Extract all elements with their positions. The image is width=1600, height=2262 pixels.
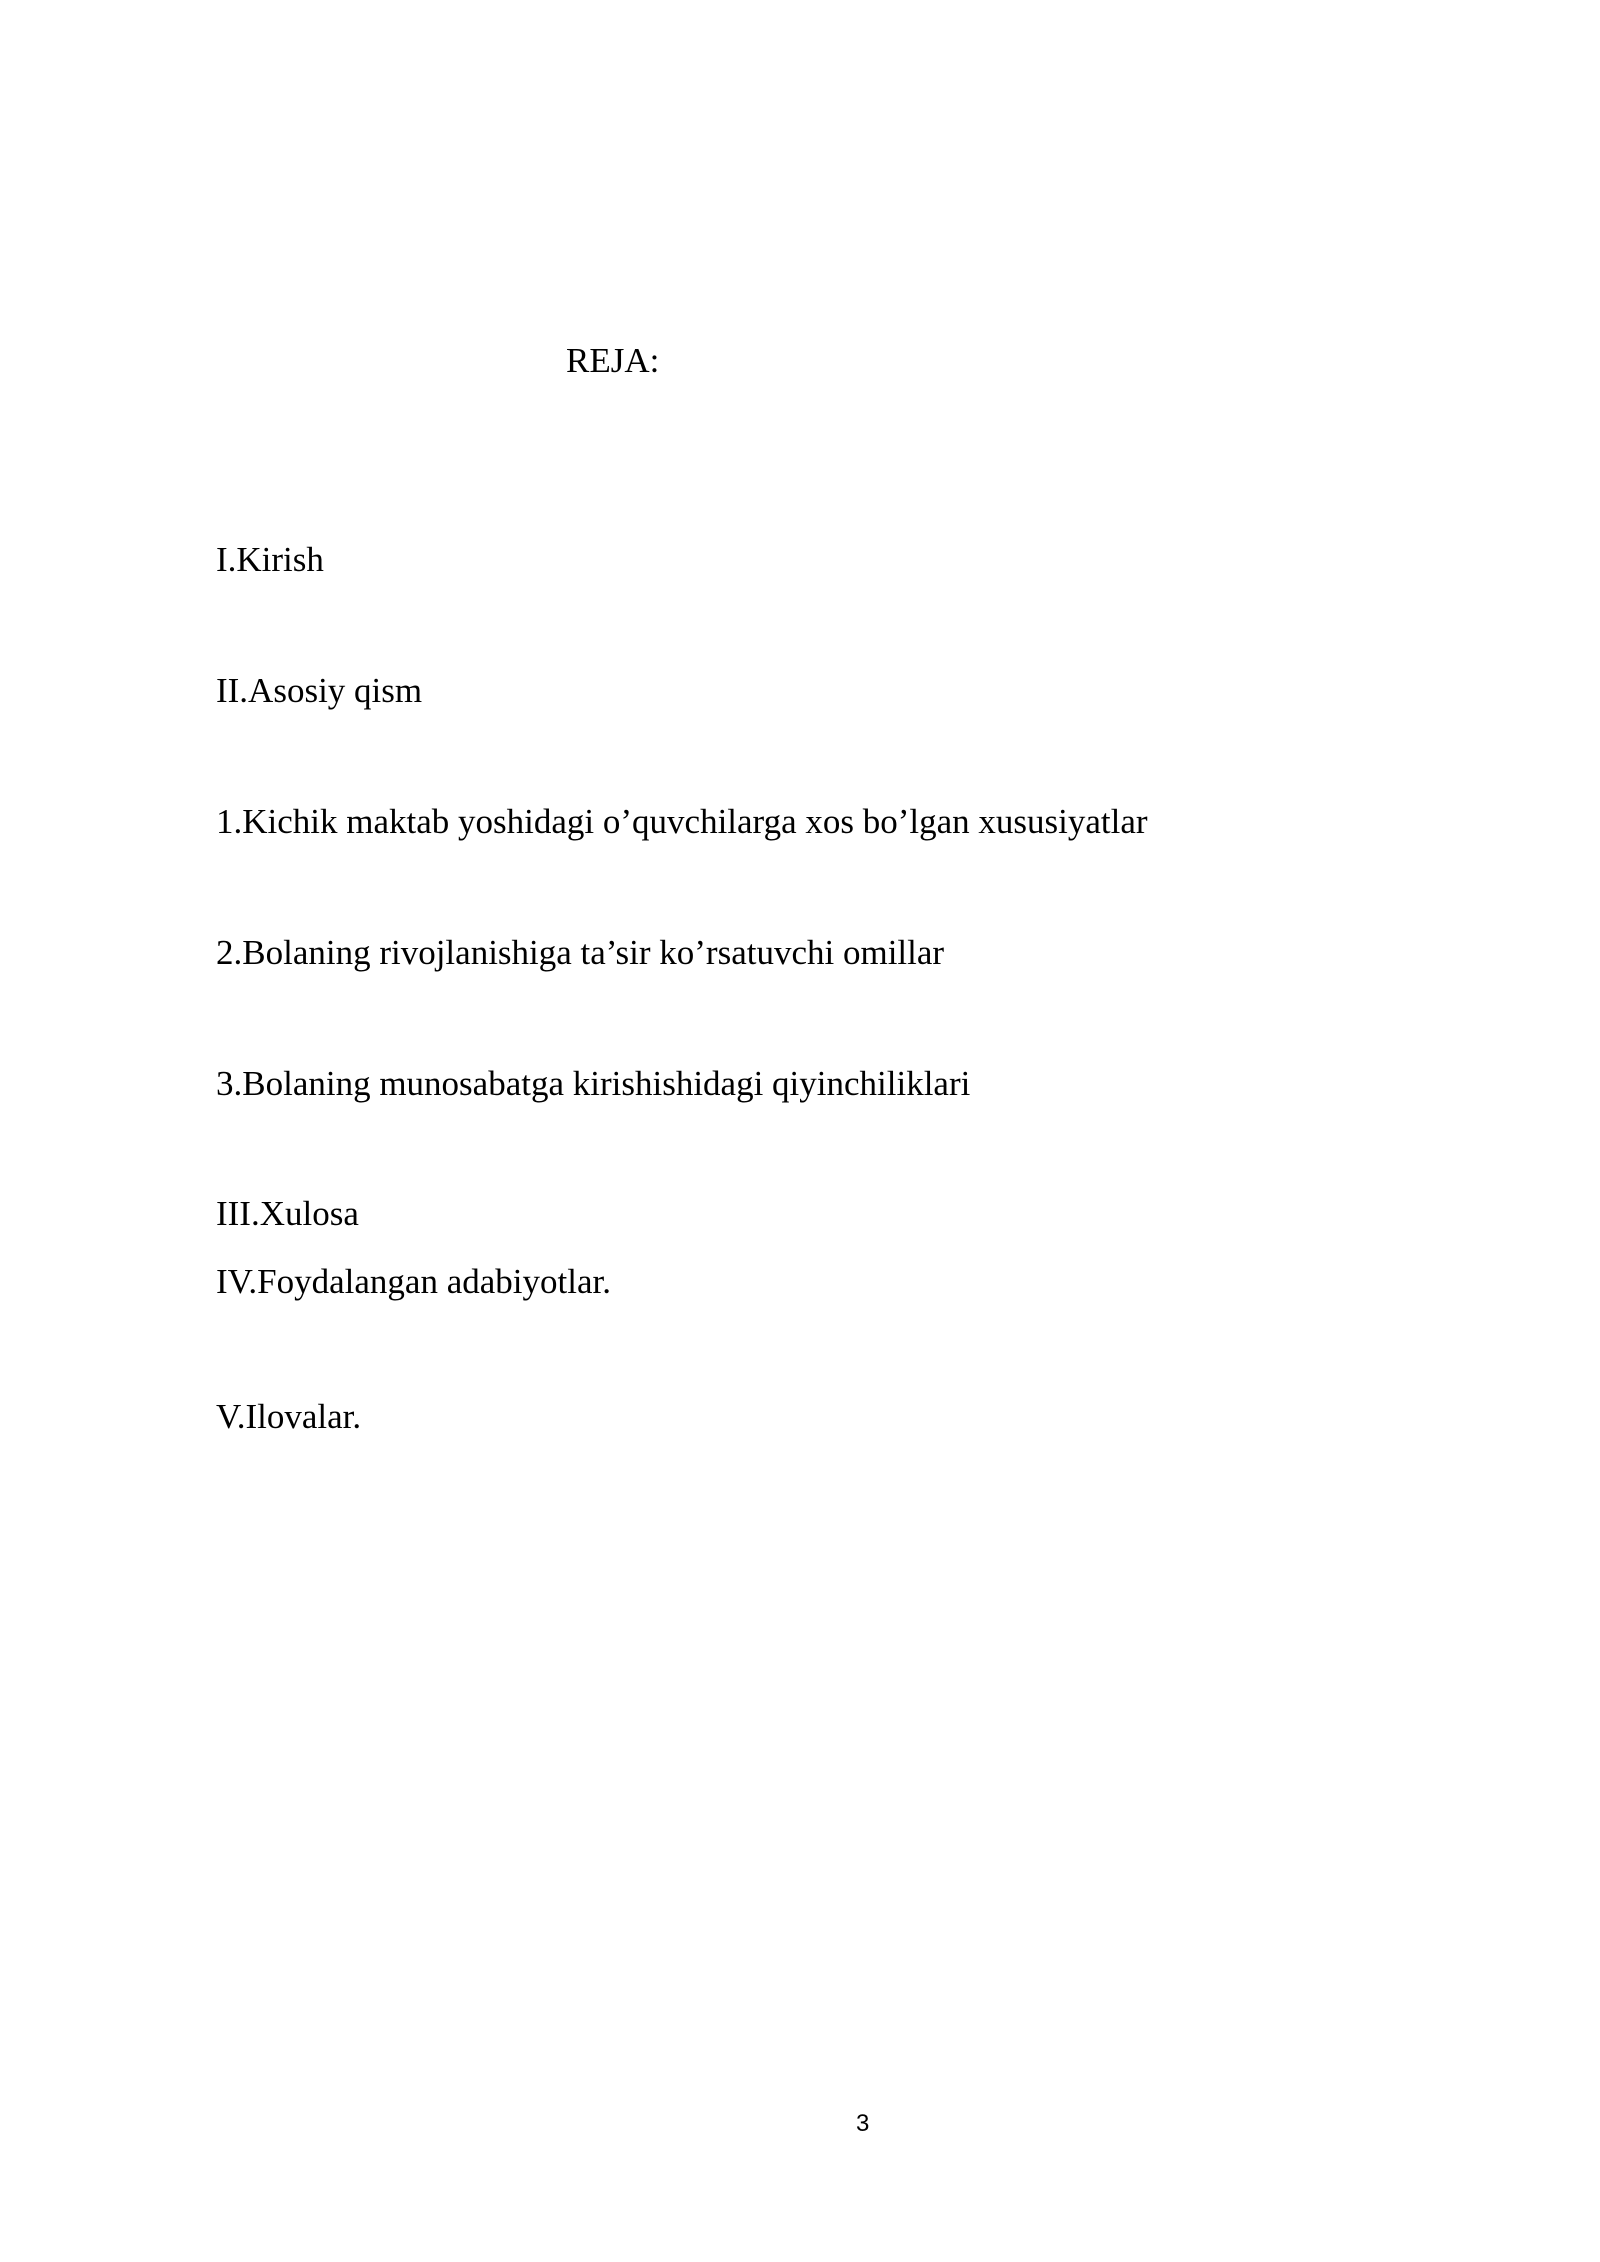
plan-item-kirish: I.Kirish <box>216 540 324 579</box>
plan-item-3: 3.Bolaning munosabatga kirishishidagi qiyinchiliklari <box>216 1064 971 1103</box>
plan-item-ilovalar: V.Ilovalar. <box>216 1397 362 1436</box>
plan-item-2: 2.Bolaning rivojlanishiga ta’sir ko’rsatuvchi omillar <box>216 933 945 972</box>
plan-item-foydalangan-adabiyotlar: IV.Foydalangan adabiyotlar. <box>216 1262 611 1301</box>
page-number: 3 <box>856 2110 870 2137</box>
plan-item-asosiy-qism: II.Asosiy qism <box>216 671 423 710</box>
plan-item-1: 1.Kichik maktab yoshidagi o’quvchilarga xos bo’lgan xususiyatlar <box>216 802 1148 841</box>
page-title: REJA: <box>566 341 660 380</box>
plan-item-xulosa: III.Xulosa <box>216 1194 359 1233</box>
